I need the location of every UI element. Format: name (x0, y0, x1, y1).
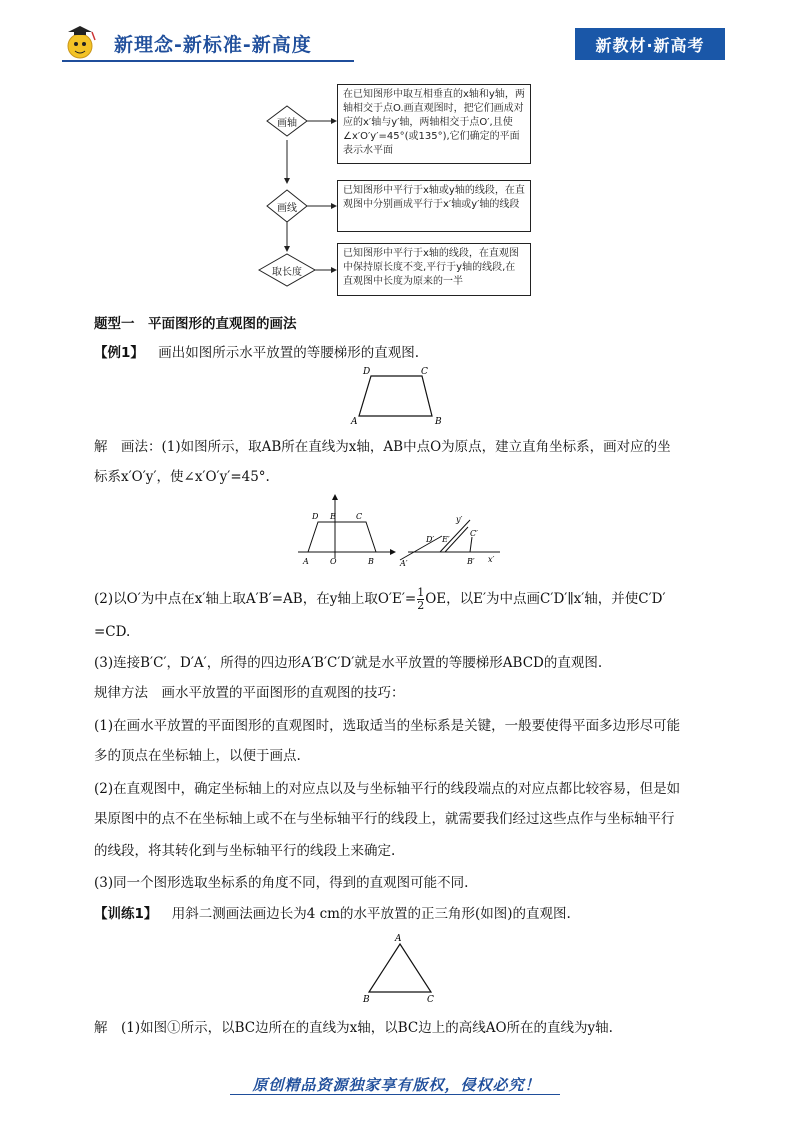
triangle-figure (355, 930, 445, 1005)
section-title: 题型一 平面图形的直观图的画法 (94, 316, 297, 332)
method-item3: (3)同一个图形选取坐标系的角度不同，得到的直观图可能不同. (94, 875, 469, 891)
method-title: 规律方法 画水平放置的平面图形的直观图的技巧： (94, 685, 405, 701)
trapezoid-figure (345, 364, 455, 426)
svg-text:O: O (330, 557, 337, 566)
svg-text:A′: A′ (400, 559, 408, 568)
solution-p1b: 标系x′O′y′，使∠x′O′y′=45°. (94, 469, 270, 485)
svg-text:C: C (356, 512, 363, 521)
trapezoid-label-d: D (363, 367, 371, 377)
flow-box-length: 已知图形中平行于x轴的线段，在直观图中保持原长度不变,平行于y轴的线段,在直观图中长度为原来的一半 (337, 243, 531, 296)
fraction-numerator: 1 (417, 586, 425, 599)
training1-label: 【训练1】 (94, 906, 158, 922)
fraction-denominator: 2 (417, 599, 425, 612)
method-item2a: (2)在直观图中，确定坐标轴上的对应点以及与坐标轴平行的线段端点的对应点都比较容易，但是如 (94, 781, 681, 797)
svg-text:x′: x′ (488, 555, 495, 564)
flow-box-axis: 在已知图形中取互相垂直的x轴和y轴，两轴相交于点O.画直观图时，把它们画成对应的x′轴与y′轴，两轴相交于点O′,且使∠x′O′y′=45°(或135°),它们确定的平面表示水平面 (337, 84, 531, 164)
footer-divider (230, 1094, 560, 1095)
flow-node-line: 画线 (277, 203, 297, 214)
triangle-label-c: C (427, 995, 434, 1005)
coordinate-figures (290, 492, 510, 572)
flow-box-line: 已知图形中平行于x轴或y轴的线段，在直观图中分别画成平行于x′轴或y′轴的线段 (337, 180, 531, 232)
solution2: 解 (1)如图①所示，以BC边所在的直线为x轴，以BC边上的高线AO所在的直线为y轴. (94, 1020, 613, 1036)
solution-p3: (3)连接B′C′，D′A′，所得的四边形A′B′C′D′就是水平放置的等腰梯形ABCD的直观图. (94, 655, 603, 671)
solution-p2b: OE，以E′为中点画C′D′∥x′轴，并使C′D′ (425, 591, 666, 607)
solution-p1a: 解 画法：(1)如图所示，取AB所在直线为x轴，AB中点O为原点，建立直角坐标系，画对应的坐 (94, 439, 671, 455)
trapezoid-label-a: A (351, 417, 358, 426)
method-item2c: 的线段，将其转化到与坐标轴平行的线段上来确定. (94, 843, 396, 859)
header-divider (62, 60, 354, 62)
svg-text:B: B (368, 557, 374, 566)
footer-copyright: 原创精品资源独家享有版权，侵权必究！ (252, 1076, 541, 1094)
method-item2b: 果原图中的点不在坐标轴上或不在与坐标轴平行的线段上，就需要我们经过这些点作与坐标轴平行 (94, 811, 675, 827)
example1-label: 【例1】 (94, 345, 144, 361)
solution-p2a: (2)以O′为中点在x′轴上取A′B′=AB，在y轴上取O′E′= (94, 591, 417, 607)
svg-text:B′: B′ (467, 557, 475, 566)
example1-line (94, 343, 700, 363)
svg-text:E′: E′ (442, 535, 450, 544)
svg-text:A: A (303, 557, 309, 566)
trapezoid-label-c: C (421, 367, 428, 377)
training1-text: 用斜二测画法画边长为4 cm的水平放置的正三角形(如图)的直观图. (171, 906, 571, 922)
svg-text:E: E (330, 512, 336, 521)
solution-p2a-line (94, 587, 700, 612)
svg-text:D: D (312, 512, 319, 521)
flow-node-axis: 画轴 (277, 118, 297, 129)
header-slogan: 新理念-新标准-新高度 (114, 34, 312, 56)
trapezoid-label-b: B (435, 417, 442, 426)
method-item1a: (1)在画水平放置的平面图形的直观图时，选取适当的坐标系是关键，一般要使得平面多边形尽可能 (94, 718, 681, 734)
flow-node-length: 取长度 (272, 267, 302, 278)
solution-fraction (417, 587, 424, 612)
svg-text:D′: D′ (426, 535, 435, 544)
solution-p2c: =CD. (94, 624, 131, 640)
method-item1b: 多的顶点在坐标轴上，以便于画点. (94, 748, 301, 764)
svg-text:y′: y′ (456, 515, 463, 524)
svg-text:C′: C′ (470, 529, 478, 538)
triangle-label-a: A (395, 934, 402, 944)
triangle-label-b: B (363, 995, 370, 1005)
header-badge: 新教材·新高考 (575, 28, 725, 60)
training1-line (94, 904, 700, 924)
example1-text: 画出如图所示水平放置的等腰梯形的直观图. (158, 345, 419, 361)
